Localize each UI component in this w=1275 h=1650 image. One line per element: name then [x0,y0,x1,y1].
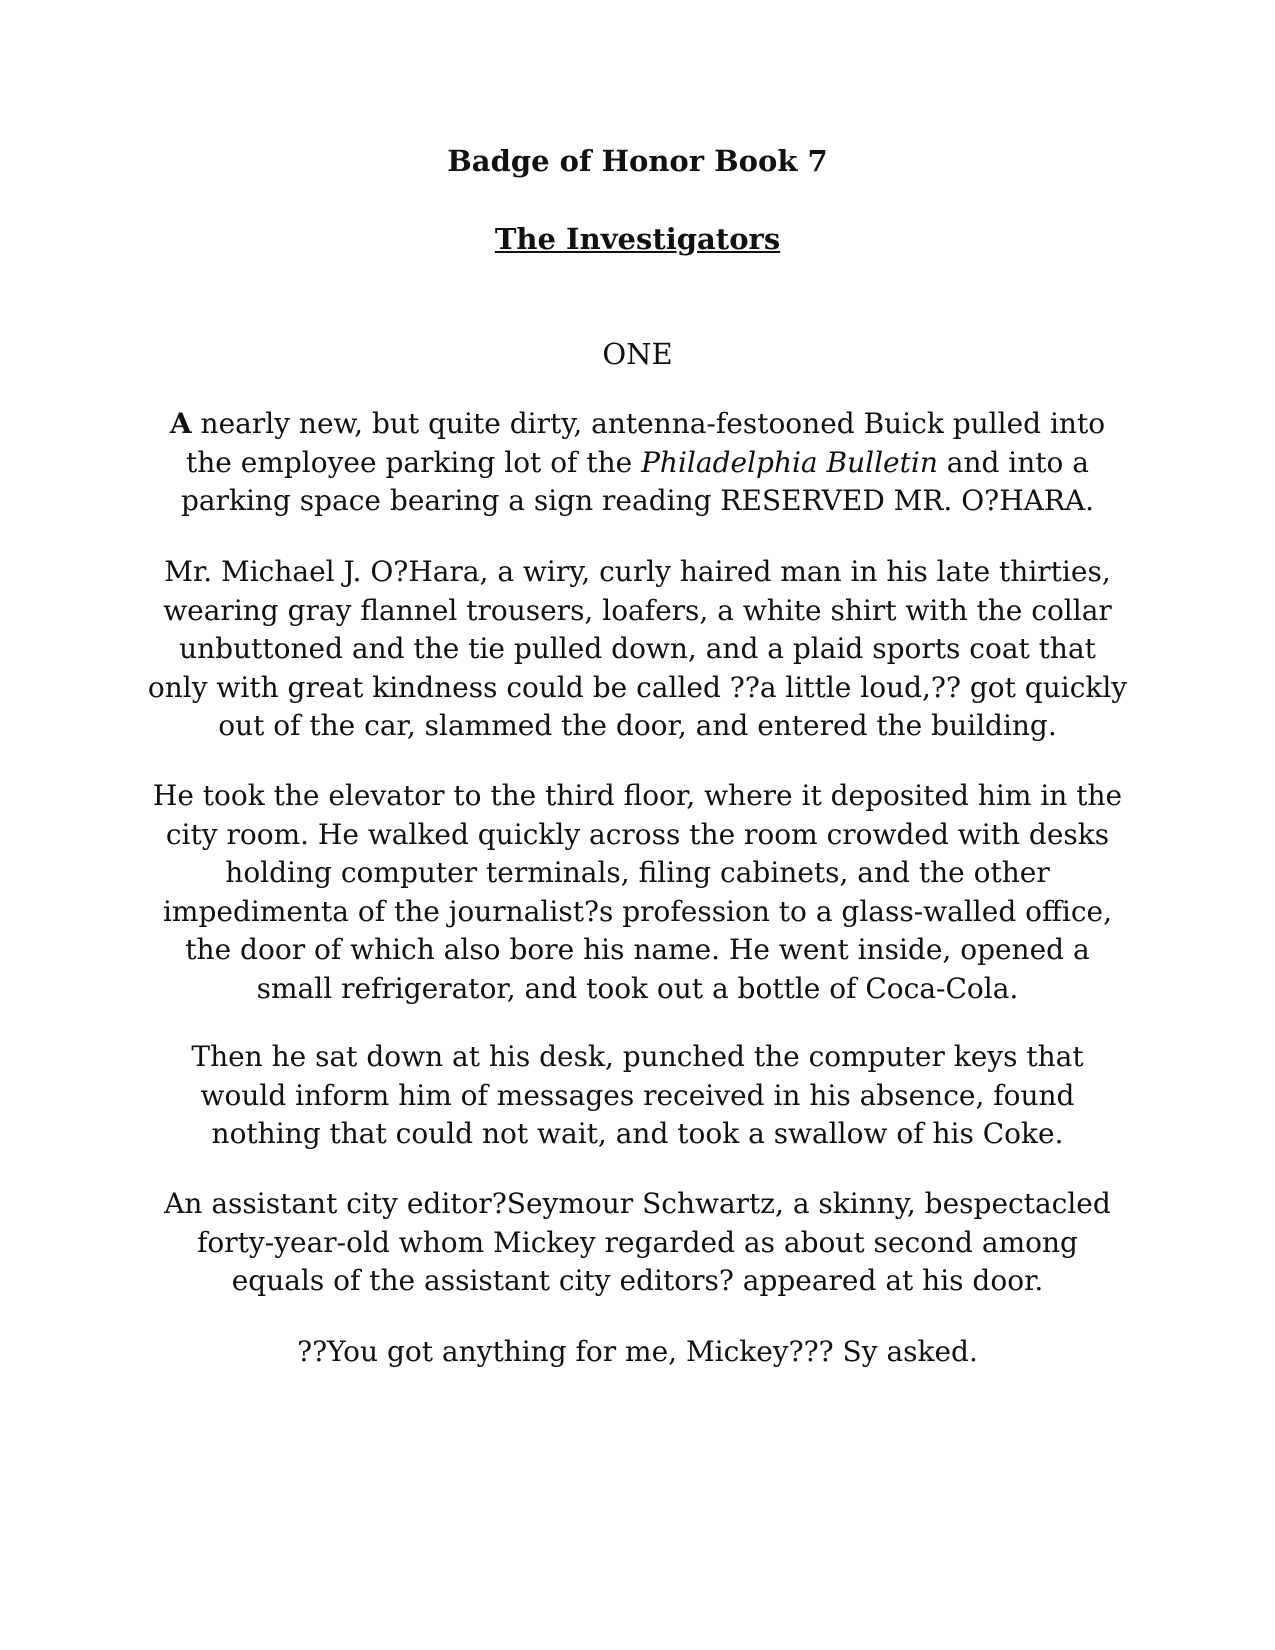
paragraph-line: impedimenta of the journalist?s profession to a glass-walled office, [162,894,1113,928]
paragraph-line: He took the elevator to the third floor, where it deposited him in the [152,779,1123,812]
paragraph-line: unbuttoned and the tie pulled down, and a plaid sports coat that [179,632,1096,665]
paragraph-1-line-2-post: and into a [937,445,1090,479]
paragraph-1-line-3: parking space bearing a sign reading RESERVED MR. O?HARA. [180,484,1095,517]
drop-cap-letter: A [169,407,192,440]
paragraph-line: equals of the assistant city editors? appeared at his door. [231,1264,1044,1297]
paragraph-5 [120,1185,1155,1301]
book-title: Badge of Honor Book 7 [447,144,828,178]
paragraph-1-line-1-text: nearly new, but quite dirty, antenna-festooned Buick pulled into [191,407,1106,440]
paragraph-line: city room. He walked quickly across the room crowded with desks [165,817,1110,851]
paragraph-1-line-2 [120,444,1155,483]
paragraph-line: forty-year-old whom Mickey regarded as about second among [197,1225,1078,1259]
paragraph-line: small refrigerator, and took out a bottle of Coca-Cola. [256,971,1019,1005]
paragraph-6 [120,1333,1155,1372]
paragraph-line: nothing that could not wait, and took a swallow of his Coke. [211,1117,1064,1150]
chapter-title: The Investigators [494,222,781,256]
paragraph-line: out of the car, slammed the door, and entered the building. [218,709,1057,742]
newspaper-name: Philadelphia Bulletin [641,445,938,479]
paragraph-3 [120,777,1155,1008]
paragraph-line: only with great kindness could be called ??a little loud,?? got quickly [147,670,1128,704]
paragraph-line: holding computer terminals, filing cabinets, and the other [225,856,1050,889]
paragraph-line: Mr. Michael J. O?Hara, a wiry, curly haired man in his late thirties, [164,555,1111,588]
paragraph-1-line-1 [120,405,1155,444]
paragraph-line: An assistant city editor?Seymour Schwartz, a skinny, bespectacled [164,1187,1111,1220]
paragraph-1 [120,405,1155,521]
paragraph-line: ??You got anything for me, Mickey??? Sy asked. [297,1335,978,1368]
chapter-number: ONE [602,337,673,371]
paragraph-line: wearing gray flannel trousers, loafers, a white shirt with the collar [163,593,1112,627]
paragraph-line: Then he sat down at his desk, punched the computer keys that [191,1040,1084,1073]
paragraph-4 [120,1038,1155,1154]
paragraph-2 [120,553,1155,746]
paragraph-1-line-2-pre: the employee parking lot of the [185,445,642,479]
paragraph-line: the door of which also bore his name. He went inside, opened a [185,933,1090,966]
paragraph-line: would inform him of messages received in his absence, found [200,1078,1075,1112]
